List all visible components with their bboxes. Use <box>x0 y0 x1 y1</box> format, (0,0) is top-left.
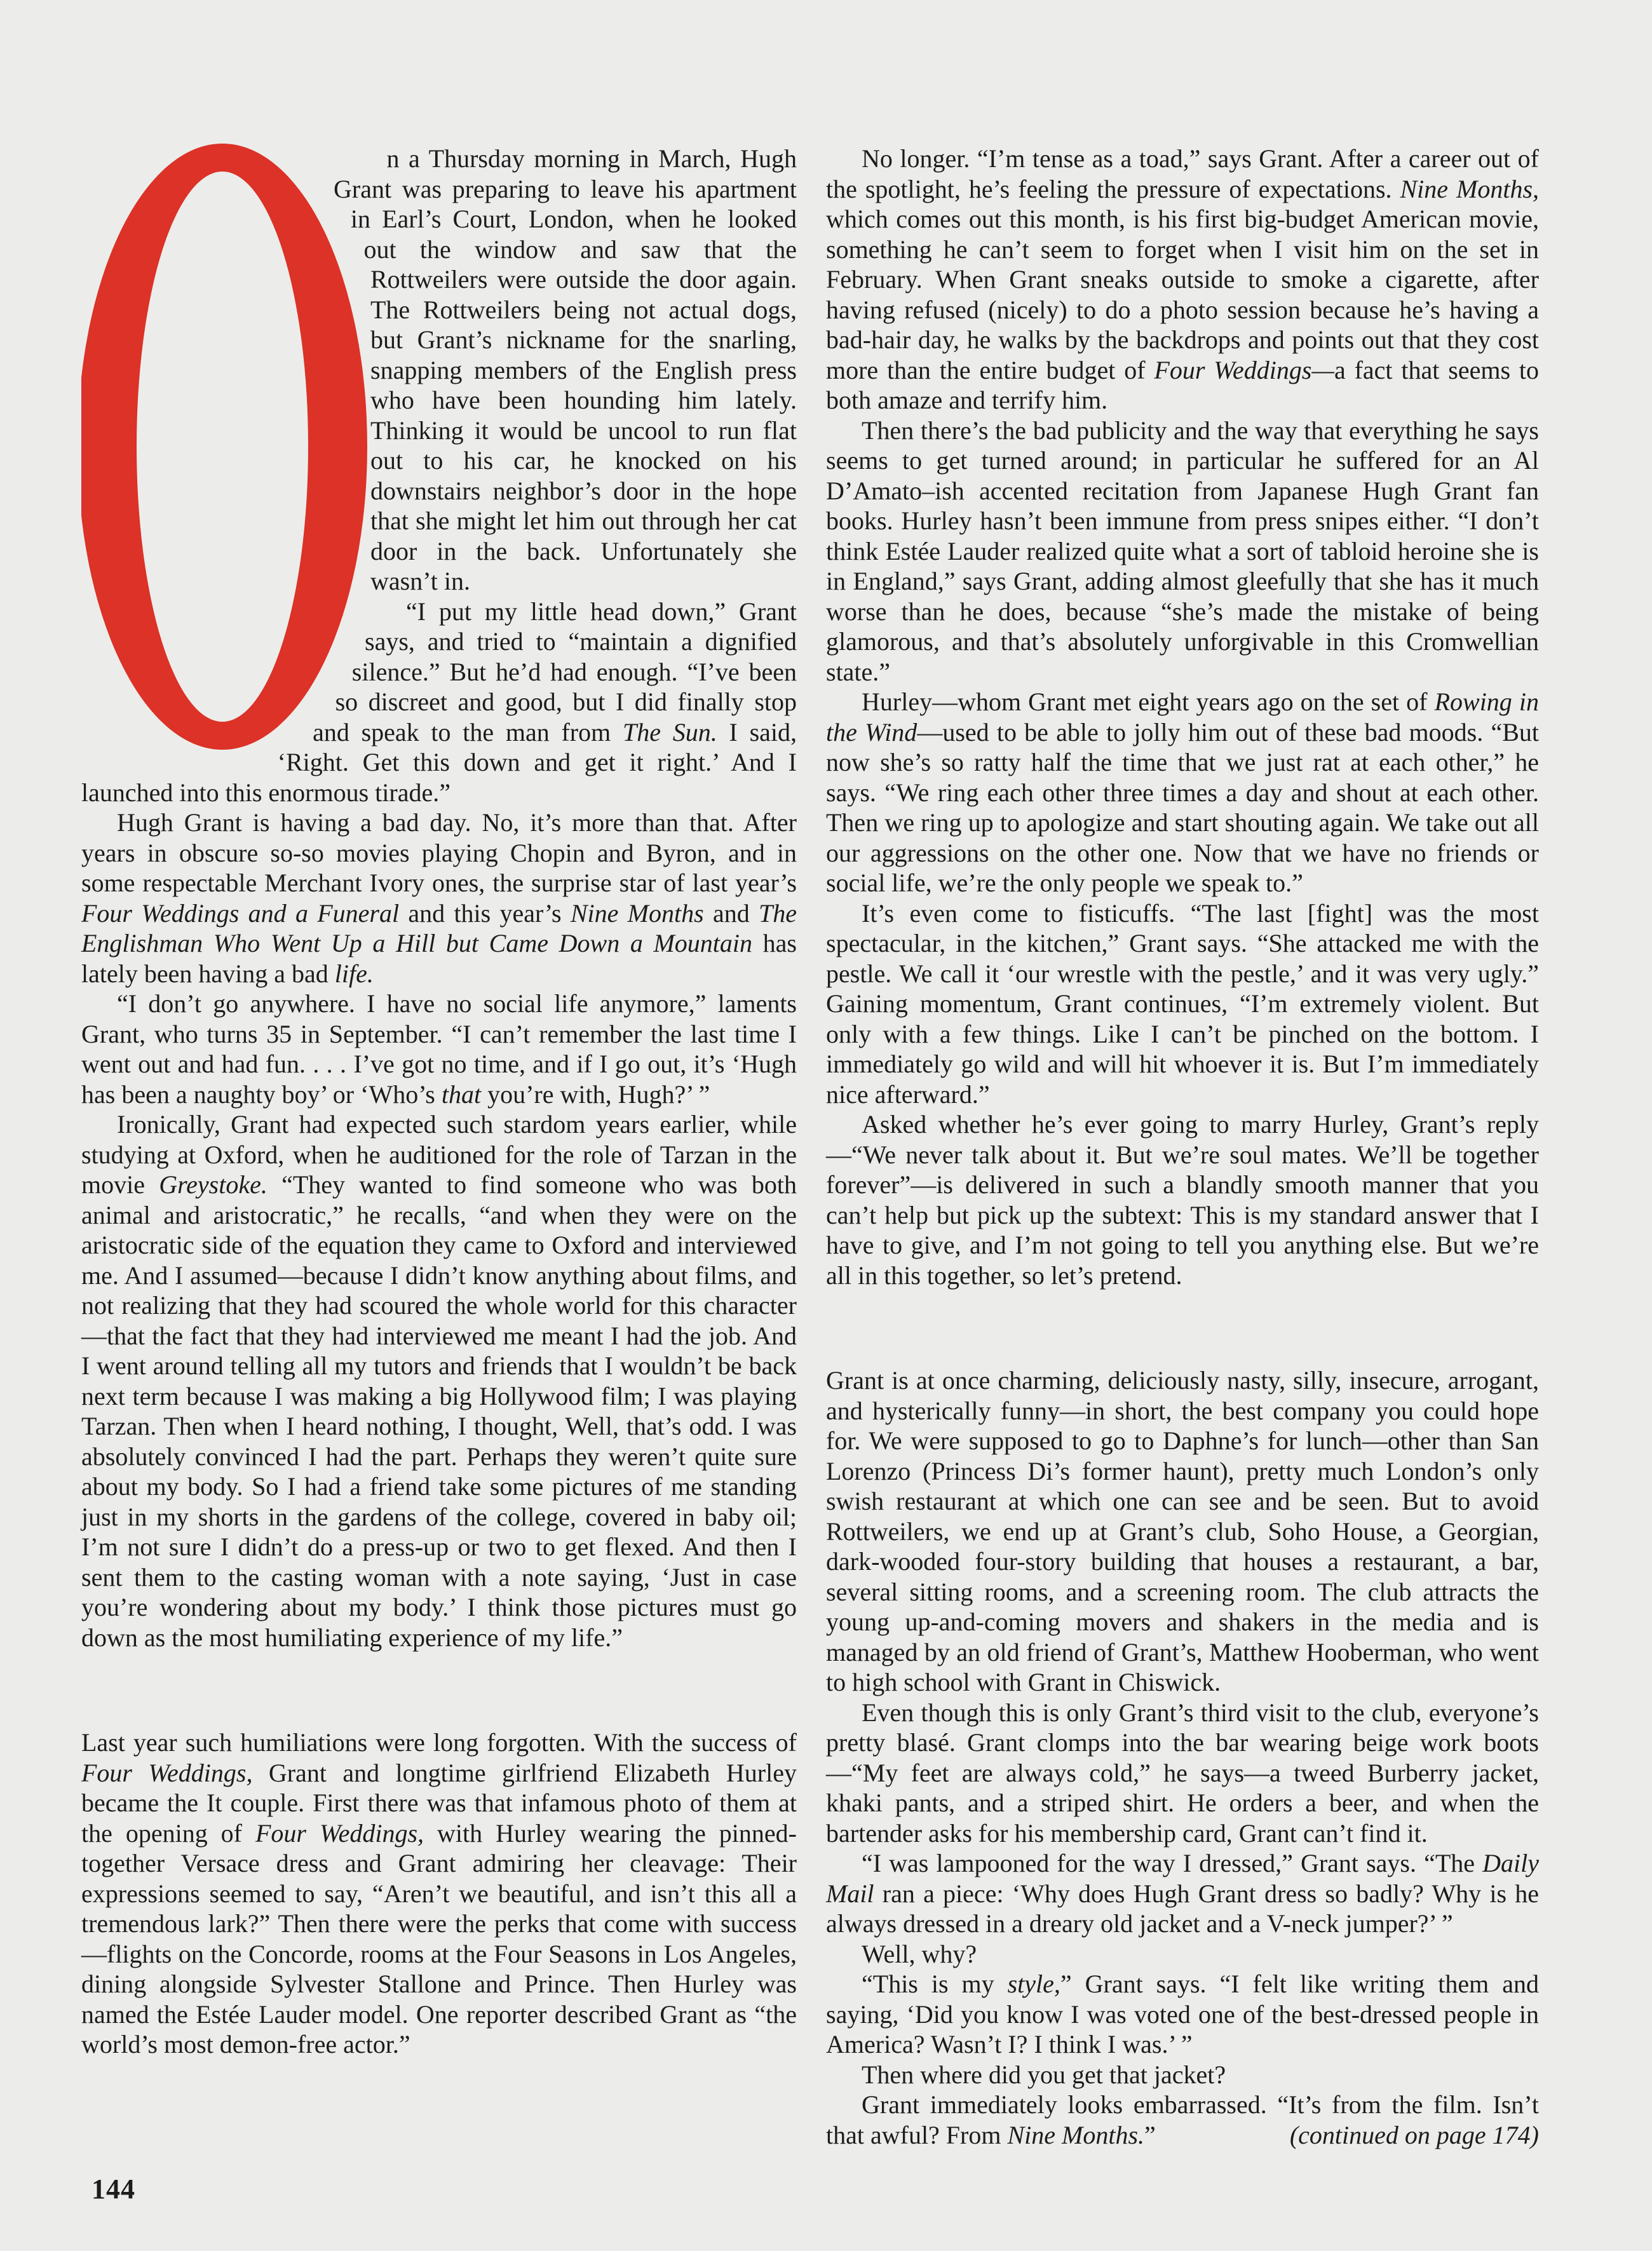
left-column <box>81 144 797 2150</box>
paragraph: Even though this is only Grant’s third visit to the club, everyone’s pretty blasé. Grant clomps into the bar wearing beige work boots—“My feet are always cold,” he says—a tweed Burberry jacket, khaki pants, and a striped shirt. He orders a beer, and when the bartender asks for his membership card, Grant can’t find it. <box>826 1698 1539 1848</box>
paragraph: It’s even come to fisticuffs. “The last [fight] was the most spectacular, in the kitchen,” Grant says. “She attacked me with the pestle. We call it ‘our wrestle with the pestle,’ and it was very ugly.” Gaining momentum, Grant continues, “I’m extremely violent. But only with a few things. Like I can’t be pinched on the bottom. I immediately go wild and will hit whoever it is. But I’m immediately nice afterward.” <box>826 898 1539 1109</box>
paragraph: Last year such humiliations were long forgotten. With the success of Four Weddings, Grant and longtime girlfriend Elizabeth Hurley became the It couple. First there was that infamous photo of them at the opening of Four Weddings, with Hurley wearing the pinned-together Versace dress and Grant admiring her cleavage: Their expressions seemed to say, “Aren’t we beautiful, and isn’t this all a tremendous lark?” Then there were the perks that come with success—flights on the Concorde, rooms at the Four Seasons in Los Angeles, dining alongside Sylvester Stallone and Prince. Then Hurley was named the Estée Lauder model. One reporter described Grant as “the world’s most demon-free actor.” <box>81 1728 797 2058</box>
paragraph: “I don’t go anywhere. I have no social life anymore,” laments Grant, who turns 35 in September. “I can’t remember the last time I went out and had fun. . . . I’ve got no time, and if I go out, it’s ‘Hugh has been a naughty boy’ or ‘Who’s that you’re with, Hugh?’ ” <box>81 989 797 1109</box>
drop-cap-letter-o <box>81 144 370 750</box>
drop-cap-o-glyph <box>81 144 370 750</box>
article-body <box>81 144 1539 2150</box>
paragraph: Hurley—whom Grant met eight years ago on the set of Rowing in the Wind—used to be able to jolly him out of these bad moods. “But now she’s so ratty half the time that we just rat at each other,” he says. “We ring each other three times a day and shout at each other. Then we ring up to apologize and start shouting again. We take out all our aggressions on the other one. Now that we have no friends or social life, we’re the only people we speak to.” <box>826 687 1539 897</box>
page-number: 144 <box>91 2173 135 2205</box>
right-column <box>826 144 1539 2150</box>
paragraph: n a Thursday morning in March, Hugh Grant was preparing to leave his apartment in Earl’s Court, London, when he looked out the window and saw that the Rottweilers were outside the door again. The Rottweilers being not actual dogs, but Grant’s nickname for the snarling, snapping members of the English press who have been hounding him lately. Thinking it would be uncool to run flat out to his car, he knocked on his downstairs neighbor’s door in the hope that she might let him out through her cat door in the back. Unfortunately she wasn’t in. <box>81 144 797 597</box>
paragraph: “This is my style,” Grant says. “I felt like writing them and saying, ‘Did you know I was voted one of the best-dressed people in America? Wasn’t I? I think I was.’ ” <box>826 1970 1539 2058</box>
paragraph: “I was lampooned for the way I dressed,” Grant says. “The Daily Mail ran a piece: ‘Why does Hugh Grant dress so badly? Why is he always dressed in a dreary old jacket and a V-neck jumper?’ ” <box>826 1849 1539 1938</box>
paragraph: Hugh Grant is having a bad day. No, it’s more than that. After years in obscure so-so movies playing Chopin and Byron, and in some respectable Merchant Ivory ones, the surprise star of last year’s Four Weddings and a Funeral and this year’s Nine Months and The Englishman Who Went Up a Hill but Came Down a Mountain has lately been having a bad life. <box>81 808 797 988</box>
paragraph: Ironically, Grant had expected such stardom years earlier, while studying at Oxford, when he auditioned for the role of Tarzan in the movie Greystoke. “They wanted to find someone who was both animal and aristocratic,” he recalls, “and when they were on the aristocratic side of the equation they came to Oxford and interviewed me. And I assumed—because I didn’t know anything about films, and not realizing that they had scoured the whole world for this character—that the fact that they had interviewed me meant I had the job. And I went around telling all my tutors and friends that I wouldn’t be back next term because I was making a big Hollywood film; I was playing Tarzan. Then when I heard nothing, I thought, Well, that’s odd. I was absolutely convinced I had the part. Perhaps they weren’t quite sure about my body. So I had a friend take some pictures of me standing just in my shorts in the gardens of the college, covered in baby oil; I’m not sure I didn’t do a press-up or two to get flexed. And then I sent them to the casting woman with a note saying, ‘Just in case you’re wondering about my body.’ I think those pictures must go down as the most humiliating experience of my life.” <box>81 1110 797 1652</box>
paragraph: Well, why? <box>862 1939 977 1968</box>
paragraph: Then where did you get that jacket? <box>862 2060 1226 2089</box>
paragraph: “I put my little head down,” Grant says, and tried to “maintain a dignified silence.” But he’d had enough. “I’ve been so discreet and good, but I did finally stop and speak to the man from The Sun. I said, ‘Right. Get this down and get it right.’ And I launched into this enormous tirade.” <box>81 597 797 807</box>
paragraph: No longer. “I’m tense as a toad,” says Grant. After a career out of the spotlight, he’s feeling the pressure of expectations. Nine Months, which comes out this month, is his first big-budget American movie, something he can’t seem to forget when I visit him on the set in February. When Grant sneaks outside to smoke a cigarette, after having refused (nicely) to do a photo session because he’s having a bad-hair day, he walks by the backdrops and points out that they cost more than the entire budget of Four Weddings—a fact that seems to both amaze and terrify him. <box>826 144 1540 414</box>
paragraph: Grant immediately looks embarrassed. “It’s from the film. Isn’t that awful? From Nine Months.” (continued on page 174) <box>826 2090 1539 2149</box>
paragraph: Grant is at once charming, deliciously nasty, silly, insecure, arrogant, and hysterically funny—in short, the best company you could hope for. We were supposed to go to Daphne’s for lunch—other than San Lorenzo (Princess Di’s former haunt), pretty much London’s only swish restaurant at which one can see and be seen. But to avoid Rottweilers, we end up at Grant’s club, Soho House, a Georgian, dark-wooded four-story building that houses a restaurant, a bar, several sitting rooms, and a screening room. The club attracts the young up-and-coming movers and shakers in the media and is managed by an old friend of Grant’s, Matthew Hooberman, who went to high school with Grant in Chiswick. <box>826 1366 1539 1696</box>
paragraph: Asked whether he’s ever going to marry Hurley, Grant’s reply—“We never talk about it. But we’re soul mates. We’ll be together forever”—is delivered in such a blandly smooth manner that you can’t help but pick up the subtext: This is my standard answer that I have to give, and I’m not going to tell you anything else. But we’re all in this together, so let’s pretend. <box>826 1110 1539 1290</box>
paragraph: Then there’s the bad publicity and the way that everything he says seems to get turned around; in particular he suffered for an Al D’Amato–ish accented recitation from Japanese Hugh Grant fan books. Hurley hasn’t been immune from press snipes either. “I don’t think Estée Lauder realized quite what a sort of tabloid heroine she is in England,” says Grant, adding almost gleefully that she has it much worse than he does, because “she’s made the mistake of being glamorous, and that’s absolutely unforgivable in this Cromwellian state.” <box>826 416 1539 686</box>
